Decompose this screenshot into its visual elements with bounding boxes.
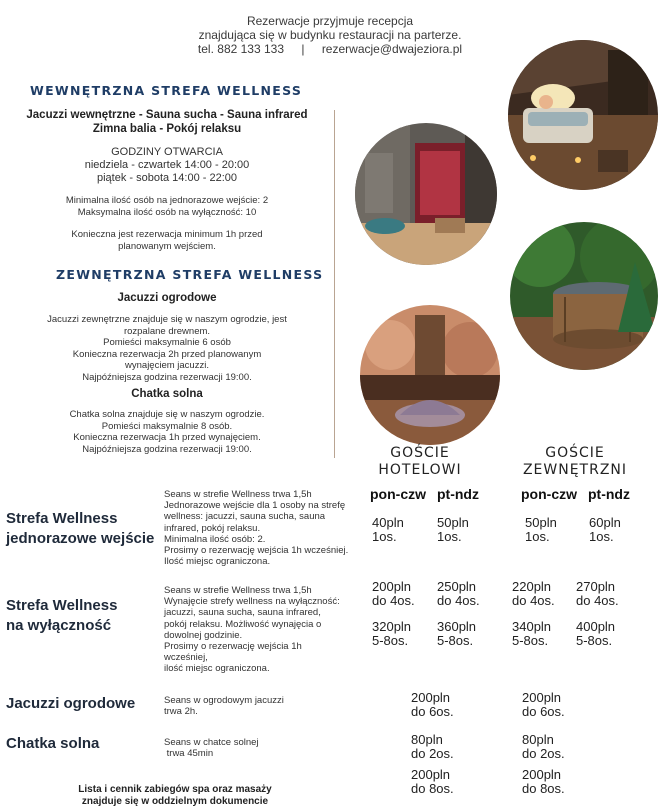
hot-tub-attic-photo [508, 40, 658, 190]
garden-jacuzzi-line: Najpóźniejsza godzina rezerwacji 19:00. [82, 371, 252, 383]
inner-features-line-2: Zimna balia - Pokój relaksu [92, 123, 242, 135]
hotel-guests-header-line-1: GOŚCIE [390, 445, 450, 461]
inner-features [10, 108, 324, 136]
outer-wellness-title: ZEWNĘTRZNA STREFA WELLNESS [56, 267, 324, 282]
row-desc-single-entry: Seans w strefie Wellness trwa 1,5h Jednorazowe wejście dla 1 osoby na strefę wellness: jacuzzi, sauna sucha, sauna infrared, pokój relaksu. Minimalna ilość osób: 2. Prosimy o rezerwację wejścia 1h wcześniej. Ilość miejsc ograniczona. [164, 489, 349, 568]
opening-hours-title: GODZINY OTWARCIA [111, 146, 223, 158]
price-cell: 270pln do 4os. [576, 579, 619, 608]
opening-hours-line-1: niedziela - czwartek 14:00 - 20:00 [84, 159, 250, 171]
external-guests-header [515, 445, 635, 479]
max-people-text: Maksymalna ilość osób na wyłączność: 10 [77, 206, 257, 218]
price-cell: 340pln 5-8os. [512, 619, 552, 648]
price-cell: 200pln do 8os. [522, 767, 565, 796]
price-cell: 220pln do 4os. [512, 579, 555, 608]
salt-hut-line: Chatka solna znajduje się w naszym ogrodzie. [69, 409, 265, 420]
price-cell: 80pln do 2os. [522, 732, 565, 761]
garden-jacuzzi-line: Pomieści maksymalnie 6 osób [103, 337, 231, 348]
contact-phone[interactable]: tel. 882 133 133 [197, 42, 284, 56]
hotel-guests-header [370, 445, 470, 479]
inner-wellness-title: WEWNĘTRZNA STREFA WELLNESS [30, 83, 303, 98]
garden-jacuzzi-line: Konieczna rezerwacja 2h przed planowanym [72, 348, 262, 360]
opening-hours-line-2: piątek - sobota 14:00 - 22:00 [96, 172, 238, 184]
price-cell: 200pln do 6os. [411, 690, 454, 719]
inner-features-line-1: Jacuzzi wewnętrzne - Sauna sucha - Sauna infrared [26, 109, 308, 121]
salt-cave-photo [360, 305, 500, 445]
garden-jacuzzi-line: Jacuzzi zewnętrzne znajduje się w naszym ogrodzie, jest [47, 314, 287, 325]
price-cell: 40pln 1os. [372, 515, 404, 544]
contact-email[interactable]: rezerwacje@dwajeziora.pl [321, 42, 463, 56]
salt-hut-title: Chatka solna [131, 388, 203, 400]
row-name-single-entry: Strefa Wellness jednorazowe wejście [6, 510, 155, 547]
row-desc-salt-hut: Seans w chatce solnej trwa 45min [164, 737, 259, 760]
row-name-exclusive: Strefa Wellness na wyłączność [6, 597, 118, 634]
price-cell: 60pln 1os. [589, 515, 621, 544]
price-cell: 80pln do 2os. [411, 732, 454, 761]
spa-price-list-note: Lista i cennik zabiegów spa oraz masaży znajduje się w oddzielnym dokumencie [78, 784, 272, 807]
external-guests-header-line-1: GOŚCIE [545, 445, 605, 461]
external-guests-header-line-2: ZEWNĘTRZNI [522, 462, 628, 478]
garden-hot-tub-photo [510, 222, 658, 370]
price-cell: 400pln 5-8os. [576, 619, 616, 648]
opening-hours [10, 146, 324, 185]
inner-capacity [10, 195, 324, 218]
inner-reservation-note [10, 229, 324, 252]
salt-hut-info [10, 409, 324, 455]
contact-line-2: znajdująca się w budynku restauracji na parterze. [198, 28, 462, 42]
external-day-header-weekend: pt-ndz [588, 486, 630, 502]
price-cell: 200pln do 6os. [522, 690, 565, 719]
hotel-day-header-weekend: pt-ndz [437, 486, 479, 502]
hotel-guests-header-line-2: HOTELOWI [378, 462, 462, 478]
price-cell: 320pln 5-8os. [372, 619, 412, 648]
row-name-garden-jacuzzi: Jacuzzi ogrodowe [6, 695, 136, 712]
contact-separator: | [301, 42, 305, 56]
reservation-note-line-2: planowanym wejściem. [118, 240, 216, 252]
row-desc-exclusive: Seans w strefie Wellness trwa 1,5h Wynajęcie strefy wellness na wyłączność: jacuzzi, sauna sucha, sauna infrared, pokój relaksu. Możliwość wynajęcia o dowolnej godzinie. Prosimy o rezerwację wejścia 1h wcześniej, ilość miejsc ograniczona. [164, 585, 340, 675]
price-cell: 50pln 1os. [525, 515, 557, 544]
row-desc-garden-jacuzzi: Seans w ogrodowym jacuzzi trwa 2h. [164, 695, 284, 718]
garden-jacuzzi-title: Jacuzzi ogrodowe [117, 292, 217, 304]
contact-info [160, 14, 500, 56]
garden-jacuzzi-line: rozpalane drewnem. [123, 325, 211, 337]
contact-line-1: Rezerwacje przyjmuje recepcja [246, 14, 414, 28]
garden-jacuzzi-info [10, 314, 324, 383]
external-day-header-weekday: pon-czw [521, 486, 577, 502]
reservation-note-line-1: Konieczna jest rezerwacja minimum 1h przed [71, 229, 263, 240]
salt-hut-line: Pomieści maksymalnie 8 osób. [101, 420, 233, 432]
row-name-salt-hut: Chatka solna [6, 735, 100, 752]
sauna-room-photo [355, 123, 497, 265]
price-cell: 360pln 5-8os. [437, 619, 477, 648]
min-people-text: Minimalna ilość osób na jednorazowe wejście: 2 [65, 195, 269, 206]
garden-jacuzzi-line: wynajęciem jacuzzi. [125, 360, 209, 371]
contact-line-3 [160, 42, 500, 56]
vertical-divider [334, 110, 335, 458]
salt-hut-line: Konieczna rezerwacja 1h przed wynajęciem. [73, 432, 261, 443]
price-cell: 200pln do 4os. [372, 579, 415, 608]
price-cell: 200pln do 8os. [411, 767, 454, 796]
hotel-day-header-weekday: pon-czw [370, 486, 426, 502]
salt-hut-line: Najpóźniejsza godzina rezerwacji 19:00. [82, 443, 252, 455]
price-cell: 250pln do 4os. [437, 579, 480, 608]
price-cell: 50pln 1os. [437, 515, 469, 544]
